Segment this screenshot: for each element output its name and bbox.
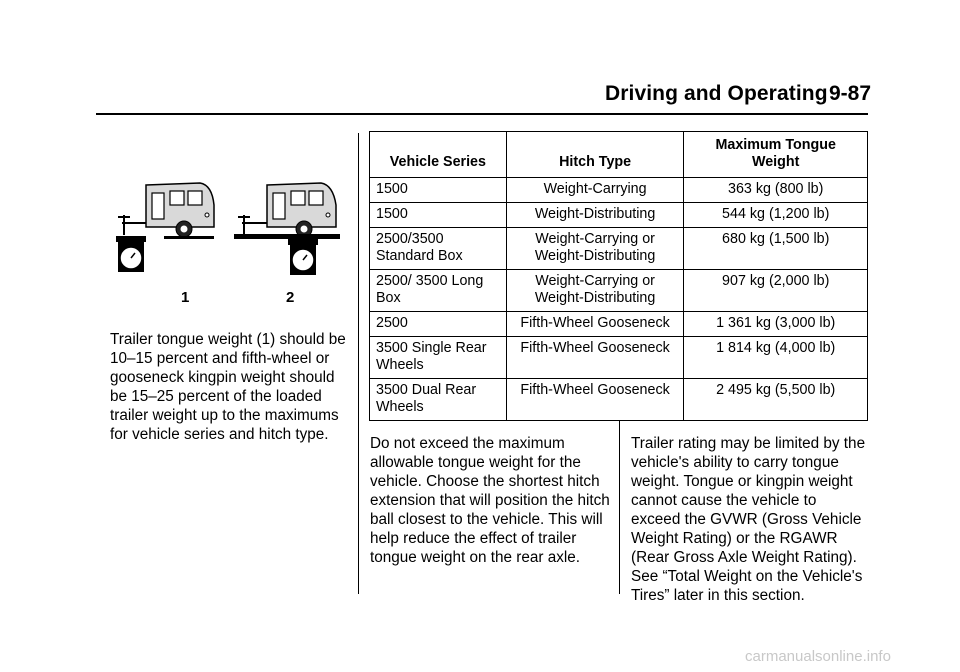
cell-hitch-type: Fifth-Wheel Gooseneck bbox=[506, 379, 684, 421]
cell-max-weight: 907 kg (2,000 lb) bbox=[684, 270, 868, 312]
cell-max-weight: 1 361 kg (3,000 lb) bbox=[684, 312, 868, 337]
cell-vehicle-series: 1500 bbox=[370, 203, 507, 228]
trailer-scales-drawing bbox=[112, 175, 348, 280]
cell-hitch-type: Fifth-Wheel Gooseneck bbox=[506, 337, 684, 379]
page-number: 9-87 bbox=[829, 82, 872, 105]
watermark: carmanualsonline.info bbox=[745, 648, 891, 665]
cell-vehicle-series: 2500 bbox=[370, 312, 507, 337]
cell-vehicle-series: 3500 Dual Rear Wheels bbox=[370, 379, 507, 421]
tongue-weight-table bbox=[369, 131, 868, 421]
trailer-1-drawing bbox=[116, 183, 214, 272]
column-divider bbox=[358, 133, 359, 594]
header-rule bbox=[96, 113, 868, 115]
cell-max-weight: 2 495 kg (5,500 lb) bbox=[684, 379, 868, 421]
table-row bbox=[370, 270, 868, 312]
cell-max-weight: 363 kg (800 lb) bbox=[684, 178, 868, 203]
cell-max-weight: 680 kg (1,500 lb) bbox=[684, 228, 868, 270]
hitch-advice-paragraph: Do not exceed the maximum allowable tongue weight for the vehicle. Choose the shortest hitch extension that will position the hitch ball closest to the vehicle. This will help reduce the effect of trailer tongue weight on the rear axle. bbox=[370, 435, 610, 566]
table-row bbox=[370, 379, 868, 421]
figure-label-1: 1 bbox=[181, 289, 190, 306]
cell-hitch-type: Weight-Distributing bbox=[506, 203, 684, 228]
table-row bbox=[370, 337, 868, 379]
table-header-row bbox=[370, 132, 868, 178]
cell-hitch-type: Weight-Carrying bbox=[506, 178, 684, 203]
cell-vehicle-series: 2500/3500 Standard Box bbox=[370, 228, 507, 270]
cell-max-weight: 544 kg (1,200 lb) bbox=[684, 203, 868, 228]
cell-hitch-type: Fifth-Wheel Gooseneck bbox=[506, 312, 684, 337]
table-row bbox=[370, 178, 868, 203]
figure-label-2: 2 bbox=[286, 289, 295, 306]
cell-vehicle-series: 2500/ 3500 Long Box bbox=[370, 270, 507, 312]
header-max-tongue-weight: Maximum Tongue Weight bbox=[684, 132, 868, 178]
column-divider-lower bbox=[619, 421, 620, 594]
tongue-weight-paragraph: Trailer tongue weight (1) should be 10–15 percent and fifth-wheel or gooseneck kingpin weight should be 15–25 percent of the loaded trailer weight up to the maximums for vehicle series and hitch type. bbox=[110, 331, 346, 443]
tongue-weight-illustration bbox=[112, 175, 348, 310]
section-title: Driving and Operating bbox=[605, 82, 828, 105]
table-row bbox=[370, 228, 868, 270]
header-hitch-type: Hitch Type bbox=[506, 132, 684, 178]
cell-hitch-type: Weight-Carrying or Weight-Distributing bbox=[506, 270, 684, 312]
trailer-2-drawing bbox=[234, 183, 340, 275]
cell-vehicle-series: 3500 Single Rear Wheels bbox=[370, 337, 507, 379]
table-row bbox=[370, 312, 868, 337]
trailer-rating-paragraph: Trailer rating may be limited by the vehicle's ability to carry tongue weight. Tongue or kingpin weight cannot cause the vehicle to exceed the GVWR (Gross Vehicle Weight Rating) or the RGAWR (Rear Gross Axle Weight Rating). See “Total Weight on the Vehicle's Tires” later in this section. bbox=[631, 435, 866, 604]
header-vehicle-series: Vehicle Series bbox=[370, 132, 507, 178]
cell-hitch-type: Weight-Carrying or Weight-Distributing bbox=[506, 228, 684, 270]
cell-vehicle-series: 1500 bbox=[370, 178, 507, 203]
table-row bbox=[370, 203, 868, 228]
cell-max-weight: 1 814 kg (4,000 lb) bbox=[684, 337, 868, 379]
